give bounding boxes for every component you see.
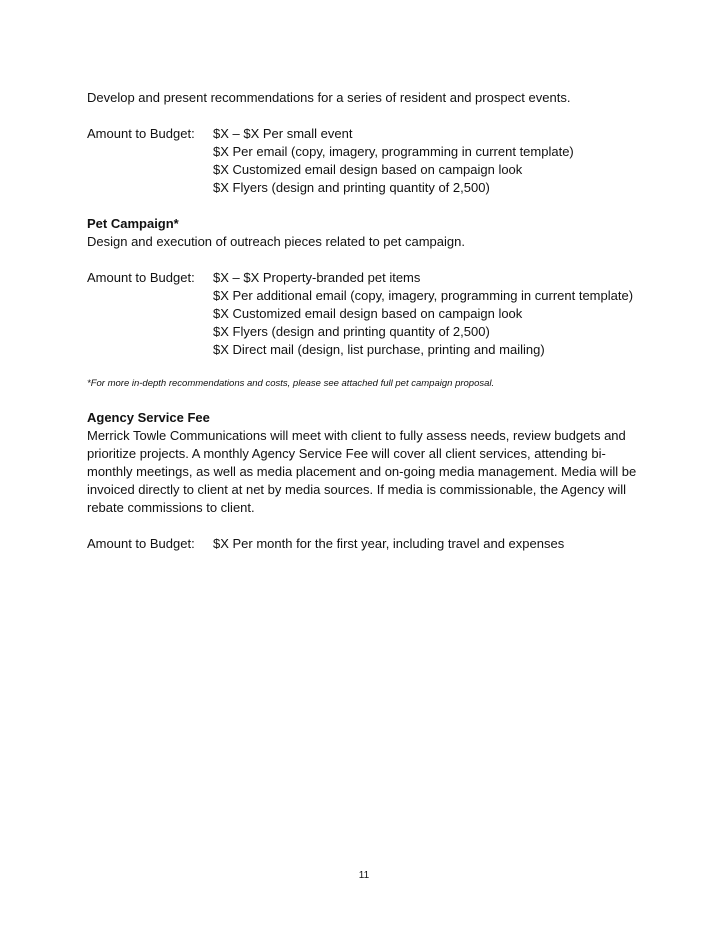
events-description: Develop and present recommendations for a series of resident and prospect events. <box>87 90 571 105</box>
budget-item: $X Per additional email (copy, imagery, programming in current template) <box>213 288 634 303</box>
budget-item: $X Flyers (design and printing quantity of 2,500) <box>213 180 490 195</box>
pet-campaign-footnote: *For more in-depth recommendations and costs, please see attached full pet campaign proposal. <box>87 378 495 389</box>
agency-fee-budget <box>87 535 647 553</box>
budget-items <box>213 269 647 359</box>
pet-campaign-budget <box>87 269 647 359</box>
budget-items <box>213 125 647 197</box>
pet-campaign-heading: Pet Campaign* <box>87 216 179 231</box>
budget-item: $X – $X Property-branded pet items <box>213 270 421 285</box>
agency-fee-heading: Agency Service Fee <box>87 410 210 425</box>
pet-campaign-description: Design and execution of outreach pieces related to pet campaign. <box>87 234 465 249</box>
budget-items <box>213 535 647 553</box>
budget-label: Amount to Budget: <box>87 536 195 551</box>
page-number: 11 <box>358 870 370 881</box>
budget-item: $X – $X Per small event <box>213 126 353 141</box>
budget-item: $X Customized email design based on campaign look <box>213 162 523 177</box>
budget-item: $X Flyers (design and printing quantity of 2,500) <box>213 324 490 339</box>
budget-item: $X Per email (copy, imagery, programming in current template) <box>213 144 574 159</box>
events-budget <box>87 125 647 197</box>
page-content <box>87 89 647 553</box>
budget-label: Amount to Budget: <box>87 270 195 285</box>
budget-item: $X Direct mail (design, list purchase, printing and mailing) <box>213 342 545 357</box>
budget-item: $X Per month for the first year, including travel and expenses <box>213 536 565 551</box>
agency-fee-description: Merrick Towle Communications will meet with client to fully assess needs, review budgets and prioritize projects. A monthly Agency Service Fee will cover all client services, attending bi-monthly meetings, as well as media placement and on-going media management. Media will be invoiced directly to client at net by media sources. If media is commissionable, the Agency will rebate commissions to client. <box>87 428 637 515</box>
budget-item: $X Customized email design based on campaign look <box>213 306 523 321</box>
budget-label: Amount to Budget: <box>87 126 195 141</box>
